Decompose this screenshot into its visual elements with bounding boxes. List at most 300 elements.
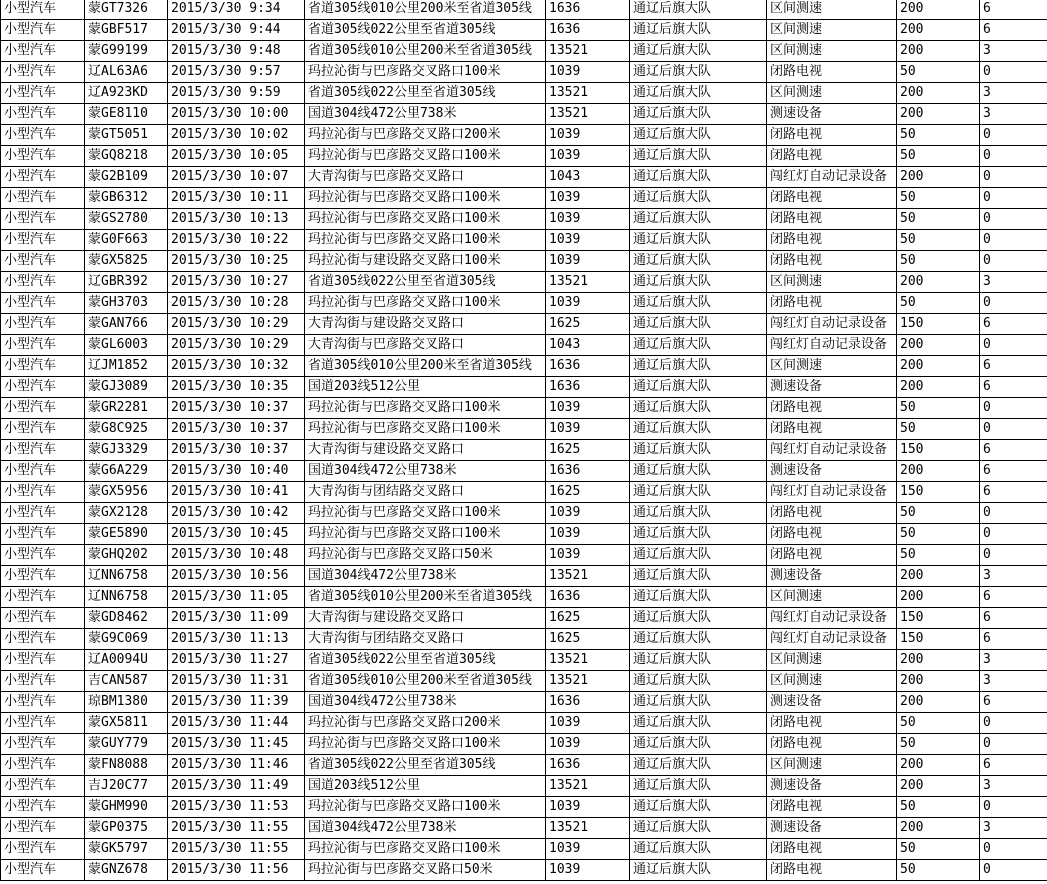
device-cell[interactable]: 闭路电视	[767, 713, 897, 734]
code-cell[interactable]: 1039	[546, 860, 630, 881]
datetime-cell[interactable]: 2015/3/30 10:56	[168, 566, 305, 587]
code-cell[interactable]: 1039	[546, 734, 630, 755]
unit-cell[interactable]: 通辽后旗大队	[630, 293, 767, 314]
code-cell[interactable]: 1039	[546, 797, 630, 818]
location-cell[interactable]: 玛拉沁街与巴彦路交叉路口100米	[305, 839, 546, 860]
plate-number-cell[interactable]: 蒙GD8462	[85, 608, 168, 629]
device-cell[interactable]: 区间测速	[767, 671, 897, 692]
location-cell[interactable]: 国道304线472公里738米	[305, 818, 546, 839]
vehicle-type-cell[interactable]: 小型汽车	[1, 482, 85, 503]
vehicle-type-cell[interactable]: 小型汽车	[1, 146, 85, 167]
plate-number-cell[interactable]: 吉J20C77	[85, 776, 168, 797]
unit-cell[interactable]: 通辽后旗大队	[630, 839, 767, 860]
location-cell[interactable]: 省道305线010公里200米至省道305线	[305, 356, 546, 377]
fine-cell[interactable]: 200	[897, 41, 980, 62]
location-cell[interactable]: 玛拉沁街与巴彦路交叉路口100米	[305, 419, 546, 440]
unit-cell[interactable]: 通辽后旗大队	[630, 335, 767, 356]
location-cell[interactable]: 省道305线010公里200米至省道305线	[305, 587, 546, 608]
device-cell[interactable]: 闯红灯自动记录设备	[767, 314, 897, 335]
datetime-cell[interactable]: 2015/3/30 11:13	[168, 629, 305, 650]
fine-cell[interactable]: 50	[897, 251, 980, 272]
fine-cell[interactable]: 50	[897, 146, 980, 167]
unit-cell[interactable]: 通辽后旗大队	[630, 818, 767, 839]
code-cell[interactable]: 1636	[546, 692, 630, 713]
location-cell[interactable]: 玛拉沁街与巴彦路交叉路口100米	[305, 398, 546, 419]
plate-number-cell[interactable]: 蒙GJ3089	[85, 377, 168, 398]
device-cell[interactable]: 闯红灯自动记录设备	[767, 608, 897, 629]
device-cell[interactable]: 闭路电视	[767, 293, 897, 314]
fine-cell[interactable]: 50	[897, 125, 980, 146]
fine-cell[interactable]: 200	[897, 104, 980, 125]
unit-cell[interactable]: 通辽后旗大队	[630, 251, 767, 272]
location-cell[interactable]: 国道203线512公里	[305, 377, 546, 398]
points-cell[interactable]: 3	[980, 83, 1047, 104]
unit-cell[interactable]: 通辽后旗大队	[630, 566, 767, 587]
points-cell[interactable]: 6	[980, 0, 1047, 20]
vehicle-type-cell[interactable]: 小型汽车	[1, 461, 85, 482]
vehicle-type-cell[interactable]: 小型汽车	[1, 797, 85, 818]
device-cell[interactable]: 闯红灯自动记录设备	[767, 167, 897, 188]
datetime-cell[interactable]: 2015/3/30 11:46	[168, 755, 305, 776]
device-cell[interactable]: 闭路电视	[767, 398, 897, 419]
fine-cell[interactable]: 50	[897, 419, 980, 440]
device-cell[interactable]: 闭路电视	[767, 146, 897, 167]
points-cell[interactable]: 0	[980, 713, 1047, 734]
vehicle-type-cell[interactable]: 小型汽车	[1, 650, 85, 671]
unit-cell[interactable]: 通辽后旗大队	[630, 587, 767, 608]
unit-cell[interactable]: 通辽后旗大队	[630, 860, 767, 881]
fine-cell[interactable]: 50	[897, 503, 980, 524]
fine-cell[interactable]: 200	[897, 776, 980, 797]
fine-cell[interactable]: 200	[897, 650, 980, 671]
vehicle-type-cell[interactable]: 小型汽车	[1, 503, 85, 524]
fine-cell[interactable]: 200	[897, 167, 980, 188]
location-cell[interactable]: 玛拉沁街与巴彦路交叉路口100米	[305, 146, 546, 167]
location-cell[interactable]: 玛拉沁街与巴彦路交叉路口100米	[305, 188, 546, 209]
fine-cell[interactable]: 50	[897, 230, 980, 251]
location-cell[interactable]: 玛拉沁街与巴彦路交叉路口50米	[305, 860, 546, 881]
unit-cell[interactable]: 通辽后旗大队	[630, 104, 767, 125]
plate-number-cell[interactable]: 蒙GX5811	[85, 713, 168, 734]
device-cell[interactable]: 闯红灯自动记录设备	[767, 440, 897, 461]
unit-cell[interactable]: 通辽后旗大队	[630, 419, 767, 440]
vehicle-type-cell[interactable]: 小型汽车	[1, 167, 85, 188]
code-cell[interactable]: 1043	[546, 335, 630, 356]
location-cell[interactable]: 大青沟街与团结路交叉路口	[305, 629, 546, 650]
fine-cell[interactable]: 150	[897, 629, 980, 650]
points-cell[interactable]: 0	[980, 188, 1047, 209]
device-cell[interactable]: 区间测速	[767, 41, 897, 62]
fine-cell[interactable]: 150	[897, 314, 980, 335]
location-cell[interactable]: 省道305线022公里至省道305线	[305, 20, 546, 41]
code-cell[interactable]: 1039	[546, 209, 630, 230]
plate-number-cell[interactable]: 蒙G6A229	[85, 461, 168, 482]
device-cell[interactable]: 闭路电视	[767, 419, 897, 440]
datetime-cell[interactable]: 2015/3/30 10:22	[168, 230, 305, 251]
plate-number-cell[interactable]: 蒙GK5797	[85, 839, 168, 860]
points-cell[interactable]: 6	[980, 587, 1047, 608]
datetime-cell[interactable]: 2015/3/30 11:39	[168, 692, 305, 713]
points-cell[interactable]: 0	[980, 734, 1047, 755]
vehicle-type-cell[interactable]: 小型汽车	[1, 629, 85, 650]
device-cell[interactable]: 闭路电视	[767, 125, 897, 146]
code-cell[interactable]: 1039	[546, 545, 630, 566]
vehicle-type-cell[interactable]: 小型汽车	[1, 62, 85, 83]
device-cell[interactable]: 测速设备	[767, 818, 897, 839]
location-cell[interactable]: 省道305线010公里200米至省道305线	[305, 41, 546, 62]
vehicle-type-cell[interactable]: 小型汽车	[1, 272, 85, 293]
device-cell[interactable]: 闯红灯自动记录设备	[767, 629, 897, 650]
plate-number-cell[interactable]: 辽JM1852	[85, 356, 168, 377]
unit-cell[interactable]: 通辽后旗大队	[630, 230, 767, 251]
device-cell[interactable]: 闯红灯自动记录设备	[767, 335, 897, 356]
points-cell[interactable]: 0	[980, 524, 1047, 545]
unit-cell[interactable]: 通辽后旗大队	[630, 0, 767, 20]
vehicle-type-cell[interactable]: 小型汽车	[1, 755, 85, 776]
plate-number-cell[interactable]: 蒙G99199	[85, 41, 168, 62]
device-cell[interactable]: 区间测速	[767, 272, 897, 293]
location-cell[interactable]: 玛拉沁街与巴彦路交叉路口100米	[305, 524, 546, 545]
datetime-cell[interactable]: 2015/3/30 11:55	[168, 839, 305, 860]
datetime-cell[interactable]: 2015/3/30 11:56	[168, 860, 305, 881]
points-cell[interactable]: 3	[980, 650, 1047, 671]
code-cell[interactable]: 1039	[546, 713, 630, 734]
location-cell[interactable]: 玛拉沁街与巴彦路交叉路口100米	[305, 209, 546, 230]
unit-cell[interactable]: 通辽后旗大队	[630, 41, 767, 62]
fine-cell[interactable]: 200	[897, 566, 980, 587]
location-cell[interactable]: 玛拉沁街与巴彦路交叉路口100米	[305, 293, 546, 314]
plate-number-cell[interactable]: 蒙GT5051	[85, 125, 168, 146]
vehicle-type-cell[interactable]: 小型汽车	[1, 566, 85, 587]
location-cell[interactable]: 玛拉沁街与巴彦路交叉路口100米	[305, 797, 546, 818]
vehicle-type-cell[interactable]: 小型汽车	[1, 734, 85, 755]
code-cell[interactable]: 13521	[546, 566, 630, 587]
code-cell[interactable]: 1039	[546, 524, 630, 545]
plate-number-cell[interactable]: 蒙GBF517	[85, 20, 168, 41]
location-cell[interactable]: 玛拉沁街与巴彦路交叉路口200米	[305, 125, 546, 146]
points-cell[interactable]: 0	[980, 860, 1047, 881]
points-cell[interactable]: 3	[980, 671, 1047, 692]
location-cell[interactable]: 玛拉沁街与建设路交叉路口100米	[305, 251, 546, 272]
plate-number-cell[interactable]: 辽A0094U	[85, 650, 168, 671]
datetime-cell[interactable]: 2015/3/30 10:35	[168, 377, 305, 398]
plate-number-cell[interactable]: 辽A923KD	[85, 83, 168, 104]
points-cell[interactable]: 6	[980, 20, 1047, 41]
unit-cell[interactable]: 通辽后旗大队	[630, 398, 767, 419]
datetime-cell[interactable]: 2015/3/30 11:09	[168, 608, 305, 629]
code-cell[interactable]: 1636	[546, 0, 630, 20]
plate-number-cell[interactable]: 蒙GX5956	[85, 482, 168, 503]
code-cell[interactable]: 1636	[546, 755, 630, 776]
device-cell[interactable]: 闭路电视	[767, 860, 897, 881]
points-cell[interactable]: 6	[980, 755, 1047, 776]
points-cell[interactable]: 6	[980, 440, 1047, 461]
code-cell[interactable]: 1625	[546, 629, 630, 650]
points-cell[interactable]: 0	[980, 209, 1047, 230]
code-cell[interactable]: 1039	[546, 146, 630, 167]
unit-cell[interactable]: 通辽后旗大队	[630, 167, 767, 188]
unit-cell[interactable]: 通辽后旗大队	[630, 482, 767, 503]
code-cell[interactable]: 1039	[546, 188, 630, 209]
points-cell[interactable]: 6	[980, 356, 1047, 377]
points-cell[interactable]: 0	[980, 419, 1047, 440]
vehicle-type-cell[interactable]: 小型汽车	[1, 671, 85, 692]
location-cell[interactable]: 玛拉沁街与巴彦路交叉路口100米	[305, 230, 546, 251]
plate-number-cell[interactable]: 蒙GH3703	[85, 293, 168, 314]
location-cell[interactable]: 省道305线010公里200米至省道305线	[305, 671, 546, 692]
points-cell[interactable]: 3	[980, 818, 1047, 839]
location-cell[interactable]: 大青沟街与建设路交叉路口	[305, 440, 546, 461]
device-cell[interactable]: 测速设备	[767, 776, 897, 797]
unit-cell[interactable]: 通辽后旗大队	[630, 545, 767, 566]
points-cell[interactable]: 6	[980, 377, 1047, 398]
datetime-cell[interactable]: 2015/3/30 10:41	[168, 482, 305, 503]
unit-cell[interactable]: 通辽后旗大队	[630, 440, 767, 461]
datetime-cell[interactable]: 2015/3/30 11:45	[168, 734, 305, 755]
unit-cell[interactable]: 通辽后旗大队	[630, 461, 767, 482]
vehicle-type-cell[interactable]: 小型汽车	[1, 20, 85, 41]
code-cell[interactable]: 13521	[546, 671, 630, 692]
unit-cell[interactable]: 通辽后旗大队	[630, 83, 767, 104]
code-cell[interactable]: 1625	[546, 482, 630, 503]
datetime-cell[interactable]: 2015/3/30 11:05	[168, 587, 305, 608]
unit-cell[interactable]: 通辽后旗大队	[630, 125, 767, 146]
device-cell[interactable]: 区间测速	[767, 20, 897, 41]
unit-cell[interactable]: 通辽后旗大队	[630, 713, 767, 734]
vehicle-type-cell[interactable]: 小型汽车	[1, 860, 85, 881]
vehicle-type-cell[interactable]: 小型汽车	[1, 440, 85, 461]
code-cell[interactable]: 1039	[546, 62, 630, 83]
points-cell[interactable]: 6	[980, 482, 1047, 503]
plate-number-cell[interactable]: 蒙GQ8218	[85, 146, 168, 167]
unit-cell[interactable]: 通辽后旗大队	[630, 776, 767, 797]
points-cell[interactable]: 3	[980, 104, 1047, 125]
unit-cell[interactable]: 通辽后旗大队	[630, 209, 767, 230]
datetime-cell[interactable]: 2015/3/30 11:31	[168, 671, 305, 692]
vehicle-type-cell[interactable]: 小型汽车	[1, 545, 85, 566]
datetime-cell[interactable]: 2015/3/30 10:37	[168, 440, 305, 461]
points-cell[interactable]: 0	[980, 335, 1047, 356]
fine-cell[interactable]: 50	[897, 839, 980, 860]
fine-cell[interactable]: 200	[897, 818, 980, 839]
device-cell[interactable]: 测速设备	[767, 692, 897, 713]
vehicle-type-cell[interactable]: 小型汽车	[1, 41, 85, 62]
plate-number-cell[interactable]: 辽AL63A6	[85, 62, 168, 83]
points-cell[interactable]: 0	[980, 293, 1047, 314]
fine-cell[interactable]: 50	[897, 62, 980, 83]
code-cell[interactable]: 1039	[546, 125, 630, 146]
vehicle-type-cell[interactable]: 小型汽车	[1, 0, 85, 20]
plate-number-cell[interactable]: 蒙GAN766	[85, 314, 168, 335]
code-cell[interactable]: 1039	[546, 398, 630, 419]
device-cell[interactable]: 闭路电视	[767, 797, 897, 818]
unit-cell[interactable]: 通辽后旗大队	[630, 755, 767, 776]
datetime-cell[interactable]: 2015/3/30 10:00	[168, 104, 305, 125]
plate-number-cell[interactable]: 辽NN6758	[85, 566, 168, 587]
unit-cell[interactable]: 通辽后旗大队	[630, 524, 767, 545]
device-cell[interactable]: 区间测速	[767, 83, 897, 104]
code-cell[interactable]: 1039	[546, 839, 630, 860]
fine-cell[interactable]: 50	[897, 293, 980, 314]
unit-cell[interactable]: 通辽后旗大队	[630, 356, 767, 377]
fine-cell[interactable]: 200	[897, 461, 980, 482]
fine-cell[interactable]: 200	[897, 755, 980, 776]
points-cell[interactable]: 0	[980, 62, 1047, 83]
datetime-cell[interactable]: 2015/3/30 10:02	[168, 125, 305, 146]
plate-number-cell[interactable]: 蒙GL6003	[85, 335, 168, 356]
fine-cell[interactable]: 200	[897, 83, 980, 104]
vehicle-type-cell[interactable]: 小型汽车	[1, 83, 85, 104]
fine-cell[interactable]: 50	[897, 713, 980, 734]
plate-number-cell[interactable]: 蒙GHQ202	[85, 545, 168, 566]
code-cell[interactable]: 1625	[546, 440, 630, 461]
datetime-cell[interactable]: 2015/3/30 10:28	[168, 293, 305, 314]
location-cell[interactable]: 玛拉沁街与巴彦路交叉路口100米	[305, 503, 546, 524]
code-cell[interactable]: 1636	[546, 377, 630, 398]
location-cell[interactable]: 省道305线022公里至省道305线	[305, 83, 546, 104]
plate-number-cell[interactable]: 蒙G2B109	[85, 167, 168, 188]
device-cell[interactable]: 区间测速	[767, 755, 897, 776]
plate-number-cell[interactable]: 辽GBR392	[85, 272, 168, 293]
fine-cell[interactable]: 200	[897, 20, 980, 41]
fine-cell[interactable]: 200	[897, 587, 980, 608]
code-cell[interactable]: 13521	[546, 272, 630, 293]
datetime-cell[interactable]: 2015/3/30 10:40	[168, 461, 305, 482]
fine-cell[interactable]: 200	[897, 272, 980, 293]
datetime-cell[interactable]: 2015/3/30 10:27	[168, 272, 305, 293]
fine-cell[interactable]: 200	[897, 0, 980, 20]
plate-number-cell[interactable]: 蒙GS2780	[85, 209, 168, 230]
device-cell[interactable]: 闯红灯自动记录设备	[767, 482, 897, 503]
device-cell[interactable]: 闭路电视	[767, 188, 897, 209]
device-cell[interactable]: 闭路电视	[767, 545, 897, 566]
fine-cell[interactable]: 200	[897, 335, 980, 356]
points-cell[interactable]: 0	[980, 545, 1047, 566]
vehicle-type-cell[interactable]: 小型汽车	[1, 713, 85, 734]
plate-number-cell[interactable]: 蒙GE8110	[85, 104, 168, 125]
location-cell[interactable]: 国道304线472公里738米	[305, 461, 546, 482]
location-cell[interactable]: 大青沟街与巴彦路交叉路口	[305, 335, 546, 356]
unit-cell[interactable]: 通辽后旗大队	[630, 20, 767, 41]
vehicle-type-cell[interactable]: 小型汽车	[1, 356, 85, 377]
datetime-cell[interactable]: 2015/3/30 10:11	[168, 188, 305, 209]
plate-number-cell[interactable]: 蒙GR2281	[85, 398, 168, 419]
fine-cell[interactable]: 50	[897, 797, 980, 818]
code-cell[interactable]: 1636	[546, 356, 630, 377]
vehicle-type-cell[interactable]: 小型汽车	[1, 587, 85, 608]
datetime-cell[interactable]: 2015/3/30 10:29	[168, 335, 305, 356]
plate-number-cell[interactable]: 蒙GE5890	[85, 524, 168, 545]
fine-cell[interactable]: 50	[897, 545, 980, 566]
unit-cell[interactable]: 通辽后旗大队	[630, 188, 767, 209]
unit-cell[interactable]: 通辽后旗大队	[630, 734, 767, 755]
unit-cell[interactable]: 通辽后旗大队	[630, 629, 767, 650]
vehicle-type-cell[interactable]: 小型汽车	[1, 377, 85, 398]
code-cell[interactable]: 1625	[546, 608, 630, 629]
fine-cell[interactable]: 50	[897, 734, 980, 755]
points-cell[interactable]: 6	[980, 629, 1047, 650]
datetime-cell[interactable]: 2015/3/30 10:48	[168, 545, 305, 566]
points-cell[interactable]: 0	[980, 146, 1047, 167]
unit-cell[interactable]: 通辽后旗大队	[630, 314, 767, 335]
vehicle-type-cell[interactable]: 小型汽车	[1, 104, 85, 125]
plate-number-cell[interactable]: 辽NN6758	[85, 587, 168, 608]
plate-number-cell[interactable]: 吉CAN587	[85, 671, 168, 692]
plate-number-cell[interactable]: 蒙GB6312	[85, 188, 168, 209]
unit-cell[interactable]: 通辽后旗大队	[630, 797, 767, 818]
points-cell[interactable]: 3	[980, 566, 1047, 587]
location-cell[interactable]: 国道203线512公里	[305, 776, 546, 797]
datetime-cell[interactable]: 2015/3/30 9:48	[168, 41, 305, 62]
points-cell[interactable]: 6	[980, 692, 1047, 713]
plate-number-cell[interactable]: 蒙GHM990	[85, 797, 168, 818]
plate-number-cell[interactable]: 蒙GUY779	[85, 734, 168, 755]
points-cell[interactable]: 6	[980, 314, 1047, 335]
location-cell[interactable]: 国道304线472公里738米	[305, 104, 546, 125]
fine-cell[interactable]: 50	[897, 209, 980, 230]
fine-cell[interactable]: 50	[897, 188, 980, 209]
location-cell[interactable]: 大青沟街与建设路交叉路口	[305, 314, 546, 335]
points-cell[interactable]: 0	[980, 251, 1047, 272]
plate-number-cell[interactable]: 蒙GJ3329	[85, 440, 168, 461]
device-cell[interactable]: 闭路电视	[767, 209, 897, 230]
datetime-cell[interactable]: 2015/3/30 10:32	[168, 356, 305, 377]
unit-cell[interactable]: 通辽后旗大队	[630, 671, 767, 692]
points-cell[interactable]: 6	[980, 461, 1047, 482]
device-cell[interactable]: 闭路电视	[767, 524, 897, 545]
datetime-cell[interactable]: 2015/3/30 9:57	[168, 62, 305, 83]
fine-cell[interactable]: 200	[897, 356, 980, 377]
code-cell[interactable]: 1039	[546, 419, 630, 440]
device-cell[interactable]: 闭路电视	[767, 734, 897, 755]
vehicle-type-cell[interactable]: 小型汽车	[1, 398, 85, 419]
points-cell[interactable]: 0	[980, 398, 1047, 419]
datetime-cell[interactable]: 2015/3/30 11:44	[168, 713, 305, 734]
device-cell[interactable]: 区间测速	[767, 356, 897, 377]
fine-cell[interactable]: 50	[897, 398, 980, 419]
datetime-cell[interactable]: 2015/3/30 10:37	[168, 419, 305, 440]
vehicle-type-cell[interactable]: 小型汽车	[1, 230, 85, 251]
plate-number-cell[interactable]: 蒙G9C069	[85, 629, 168, 650]
fine-cell[interactable]: 150	[897, 482, 980, 503]
vehicle-type-cell[interactable]: 小型汽车	[1, 125, 85, 146]
points-cell[interactable]: 3	[980, 41, 1047, 62]
fine-cell[interactable]: 50	[897, 860, 980, 881]
location-cell[interactable]: 玛拉沁街与巴彦路交叉路口100米	[305, 62, 546, 83]
vehicle-type-cell[interactable]: 小型汽车	[1, 419, 85, 440]
points-cell[interactable]: 0	[980, 167, 1047, 188]
vehicle-type-cell[interactable]: 小型汽车	[1, 839, 85, 860]
device-cell[interactable]: 测速设备	[767, 104, 897, 125]
location-cell[interactable]: 省道305线022公里至省道305线	[305, 650, 546, 671]
code-cell[interactable]: 13521	[546, 104, 630, 125]
code-cell[interactable]: 1636	[546, 587, 630, 608]
datetime-cell[interactable]: 2015/3/30 10:37	[168, 398, 305, 419]
fine-cell[interactable]: 200	[897, 692, 980, 713]
plate-number-cell[interactable]: 蒙G0F663	[85, 230, 168, 251]
location-cell[interactable]: 玛拉沁街与巴彦路交叉路口50米	[305, 545, 546, 566]
code-cell[interactable]: 1039	[546, 293, 630, 314]
code-cell[interactable]: 1043	[546, 167, 630, 188]
unit-cell[interactable]: 通辽后旗大队	[630, 503, 767, 524]
code-cell[interactable]: 1636	[546, 461, 630, 482]
code-cell[interactable]: 1625	[546, 314, 630, 335]
datetime-cell[interactable]: 2015/3/30 11:55	[168, 818, 305, 839]
points-cell[interactable]: 0	[980, 125, 1047, 146]
device-cell[interactable]: 闭路电视	[767, 230, 897, 251]
location-cell[interactable]: 国道304线472公里738米	[305, 566, 546, 587]
unit-cell[interactable]: 通辽后旗大队	[630, 146, 767, 167]
